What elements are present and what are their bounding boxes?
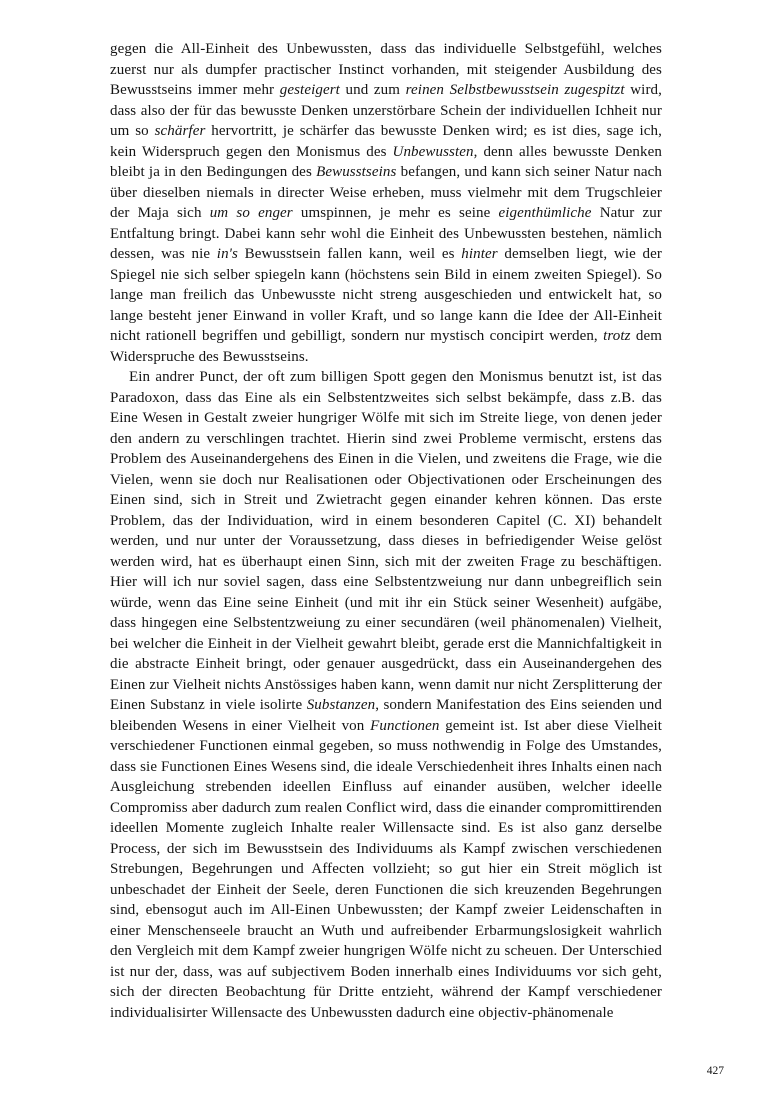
emphasized-text-run: eigenthümliche [498, 205, 592, 221]
emphasized-text-run: in's [216, 246, 238, 262]
emphasized-text-run: Unbewussten [392, 143, 474, 160]
emphasized-text-run: hinter [461, 246, 498, 262]
page-text [110, 39, 662, 1023]
emphasized-text-run: gesteigert [279, 82, 340, 98]
paragraph [110, 367, 662, 1023]
text-run: Natur zur Entfaltung bringt. Dabei kann sehr wohl die Einheit des Unbewussten bestehen, nämlich dessen, was nie [110, 205, 662, 262]
text-run: Bewusstsein fallen kann, weil es [237, 246, 462, 262]
page-number: 427 [706, 1065, 724, 1077]
text-run: umspinnen, je mehr es seine [292, 205, 499, 221]
emphasized-text-run: Bewusstseins [316, 164, 397, 180]
text-run: und zum [339, 82, 406, 98]
text-run: hervortritt, je schärfer das bewusste Denken wird; es ist dies, sage ich, kein Widerspruch gegen den Monismus des [110, 123, 662, 160]
text-run: , sondern Manifestation des Eins seienden und bleibenden Wesens in einer Vielheit von [110, 697, 662, 734]
emphasized-text-run: Substanzen [306, 697, 376, 713]
emphasized-text-run: schärfer [154, 123, 206, 139]
text-run: gegen die All-Einheit des Unbewussten, dass das individuelle Selbstgefühl, welches zuerst nur als dumpfer practischer Instinct vorhanden, mit steigender Ausbildung des Bewusstseins immer mehr [110, 41, 662, 98]
text-run: , denn alles bewusste Denken bleibt ja in den Bedingungen des [110, 143, 662, 180]
text-run: befangen, und kann sich seiner Natur nach über dieselben niemals in directer Weise erheben, muss vielmehr mit dem Trugschleier der Maja sich [110, 164, 662, 221]
text-run: Ein andrer Punct, der oft zum billigen Spott gegen den Monismus benutzt ist, ist das Paradoxon, dass das Eine als ein Selbstentzweites sich selbst bekämpfe, dass z.B. das Eine Wesen in Gestalt zweier hungriger Wölfe mit sich im Streite liege, von denen jeder den andern zu verschlingen trachtet. Hierin sind zwei Probleme vermischt, erstens das Problem des Auseinandergehens des Einen in die Vielen, und zweitens die Frage, wie die Vielen, wenn sie doch nur Realisationen oder Objectivationen oder Erscheinungen des Einen sind, sich in Streit und Zwietracht gegen einander kehren können. Das erste Problem, das der Individuation, wird in einem besonderen Capitel (C. XI) behandelt werden, und nur unter der Voraussetzung, dass dieses in befriedigender Weise gelöst werden wird, hat es überhaupt einen Sinn, sich mit der zweiten Frage zu beschäftigen. Hier will ich nur soviel sagen, dass eine Selbstentzweiung nur dann unbegreiflich sein würde, wenn das Eine seine Einheit (und mit ihr ein Stück seiner Wesenheit) aufgäbe, dass hingegen eine Selbstentzweiung zu einer secundären (weil phänomenalen) Vielheit, bei welcher die Einheit in der Vielheit gewahrt bleibt, gerade erst die Mannichfaltigkeit in die abstracte Einheit bringt, oder genauer ausgedrückt, dass ein Auseinandergehen des Einen zur Vielheit nichts Anstössiges haben kann, wenn damit nur nicht Zersplitterung der Einen Substanz in viele isolirte [110, 369, 662, 713]
emphasized-text-run: Functionen [370, 717, 440, 734]
text-run: gemeint ist. Ist aber diese Vielheit verschiedener Functionen einmal gegeben, so muss nothwendig in Folge des Umstandes, dass sie Functionen Eines Wesens sind, die ideale Verschiedenheit ihres Inhalts einen nach Ausgleichung strebenden ideellen Einfluss auf einander ausüben, welcher ideelle Compromiss aber dadurch zum realen Conflict wird, dass die einander compromittirenden ideellen Momente zugleich Inhalte realer Willensacte sind. Es ist also ganz derselbe Process, der sich im Bewusstsein des Individuums als Kampf zwischen verschiedenen Strebungen, Begehrungen und Affecten vollzieht; so gut hier ein Streit möglich ist unbeschadet der Einheit der Seele, deren Functionen die sich kreuzenden Begehrungen sind, ebensogut auch im All-Einen Unbewussten; der Kampf zweier Leidenschaften in einer Menschenseele braucht an Wuth und aufreibender Erbarmungslosigkeit wahrlich den Vergleich mit dem Kampf zweier hungrigen Wölfe nicht zu scheuen. Der Unterschied ist nur der, dass, was auf subjectivem Boden innerhalb eines Individuums vor sich geht, sich der directen Beobachtung für Dritte entzieht, während der Kampf verschiedener individualisirter Willensacte des Unbewussten dadurch eine objectiv-phänomenale [110, 717, 663, 1021]
text-run: dem Widerspruche des Bewusstseins. [110, 328, 662, 365]
text-run: demselben liegt, wie der Spiegel nie sich selber spiegeln kann (höchstens sein Bild in einem zweiten Spiegel). So lange man freilich das Unbewusste nicht streng ausgeschieden und entwickelt hat, so lange besteht jener Einwand in voller Kraft, und so lange kann die Idee der All-Einheit nicht rationell begriffen und gebilligt, sondern nur mystisch concipirt werden, [110, 246, 662, 344]
emphasized-text-run: um so enger [209, 205, 293, 221]
emphasized-text-run: reinen Selbstbewusstsein zugespitzt [405, 82, 625, 98]
paragraph [110, 39, 662, 367]
emphasized-text-run: trotz [603, 328, 631, 344]
text-run: wird, dass also der für das bewusste Denken unzerstörbare Schein der individuellen Ichheit nur um so [110, 82, 662, 139]
